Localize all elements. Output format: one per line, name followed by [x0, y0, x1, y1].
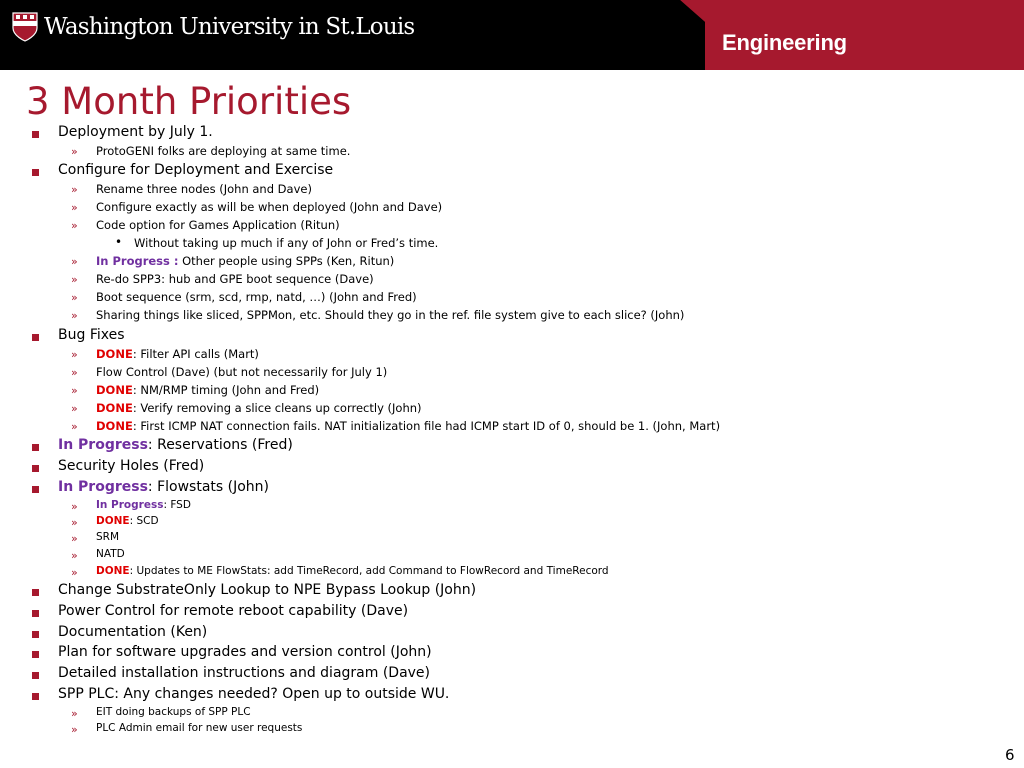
bullet-text: : Reservations (Fred)	[147, 437, 293, 453]
status-done-label: DONE	[96, 565, 130, 577]
bullet-text: : Flowstats (John)	[147, 479, 270, 495]
bullet-chevron-icon: »	[71, 500, 78, 513]
bullet-text: : Updates to ME FlowStats: add TimeRecord, add Command to FlowRecord and TimeRecord	[129, 565, 609, 577]
bullet-item-level1	[58, 624, 207, 640]
status-in-progress-label: In Progress	[96, 499, 164, 511]
bullet-chevron-icon: »	[71, 219, 78, 232]
bullet-item-level2	[96, 182, 312, 196]
bullet-chevron-icon: »	[71, 366, 78, 379]
bullet-dot-icon: •	[115, 235, 123, 249]
bullet-item-level1	[58, 479, 269, 495]
bullet-item-level1	[58, 665, 430, 681]
status-done-label: DONE	[96, 515, 130, 527]
bullet-item-level2	[96, 565, 609, 577]
bullet-text: : NM/RMP timing (John and Fred)	[132, 383, 320, 397]
slide-title: 3 Month Priorities	[26, 80, 352, 123]
status-in-progress-label: In Progress :	[96, 254, 179, 268]
bullet-text: : FSD	[163, 499, 191, 511]
bullet-text: PLC Admin email for new user requests	[96, 722, 303, 734]
bullet-item-level1	[58, 437, 293, 453]
bullet-text: ProtoGENI folks are deploying at same time.	[96, 144, 351, 158]
bullet-item-level2	[96, 347, 259, 361]
bullet-item-level1	[58, 124, 213, 140]
bullet-chevron-icon: »	[71, 291, 78, 304]
bullet-text: NATD	[96, 548, 125, 560]
bullet-chevron-icon: »	[71, 566, 78, 579]
status-in-progress-label: In Progress	[58, 479, 148, 495]
bullet-item-level2	[96, 290, 417, 304]
bullet-item-level2	[96, 200, 442, 214]
bullet-text: Bug Fixes	[58, 327, 125, 343]
bullet-item-level1	[58, 327, 125, 343]
bullet-text: SRM	[96, 531, 120, 543]
bullet-chevron-icon: »	[71, 348, 78, 361]
bullet-square-icon	[32, 672, 39, 679]
bullet-chevron-icon: »	[71, 145, 78, 158]
bullet-text: Sharing things like sliced, SPPMon, etc. Should they go in the ref. file system give to each slice? (John)	[96, 308, 685, 322]
bullet-text: Code option for Games Application (Ritun)	[96, 218, 340, 232]
bullet-chevron-icon: »	[71, 532, 78, 545]
bullet-text: Other people using SPPs (Ken, Ritun)	[178, 254, 395, 268]
bullet-square-icon	[32, 486, 39, 493]
bullet-item-level2	[96, 218, 340, 232]
bullet-square-icon	[32, 693, 39, 700]
bullet-text: Security Holes (Fred)	[58, 458, 205, 474]
bullet-chevron-icon: »	[71, 420, 78, 433]
bullet-item-level1	[58, 458, 204, 474]
bullet-text: Deployment by July 1.	[58, 124, 213, 140]
bullet-item-level1	[58, 162, 333, 178]
bullet-text: : First ICMP NAT connection fails. NAT initialization file had ICMP start ID of 0, should be 1. (John, Mart)	[132, 419, 721, 433]
bullet-item-level2	[96, 548, 125, 560]
bullet-text: EIT doing backups of SPP PLC	[96, 706, 251, 718]
bullet-item-level2	[96, 419, 720, 433]
bullet-item-level2	[96, 722, 302, 734]
bullet-text: : SCD	[129, 515, 159, 527]
bullet-square-icon	[32, 631, 39, 638]
bullet-chevron-icon: »	[71, 201, 78, 214]
bullet-item-level2	[96, 383, 319, 397]
status-done-label: DONE	[96, 419, 133, 433]
bullet-text: Flow Control (Dave) (but not necessarily for July 1)	[96, 365, 388, 379]
bullet-chevron-icon: »	[71, 723, 78, 736]
bullet-text: Boot sequence (srm, scd, rmp, natd, …) (John and Fred)	[96, 290, 417, 304]
bullet-square-icon	[32, 610, 39, 617]
section-label: Engineering	[722, 30, 847, 55]
bullet-item-level2	[96, 365, 387, 379]
bullet-chevron-icon: »	[71, 255, 78, 268]
bullet-square-icon	[32, 465, 39, 472]
bullet-text: Change SubstrateOnly Lookup to NPE Bypass Lookup (John)	[58, 582, 477, 598]
bullet-square-icon	[32, 444, 39, 451]
status-done-label: DONE	[96, 383, 133, 397]
bullet-chevron-icon: »	[71, 516, 78, 529]
bullet-item-level1	[58, 603, 408, 619]
bullet-item-level1	[58, 644, 432, 660]
bullet-text: Without taking up much if any of John or Fred’s time.	[134, 236, 439, 250]
bullet-item-level2	[96, 144, 350, 158]
bullet-text: Documentation (Ken)	[58, 624, 208, 640]
bullet-chevron-icon: »	[71, 707, 78, 720]
bullet-square-icon	[32, 589, 39, 596]
bullet-item-level2	[96, 401, 422, 415]
bullet-text: Power Control for remote reboot capability (Dave)	[58, 603, 409, 619]
page-number: 6	[1005, 746, 1015, 764]
bullet-text: Configure exactly as will be when deployed (John and Dave)	[96, 200, 443, 214]
bullet-chevron-icon: »	[71, 309, 78, 322]
status-done-label: DONE	[96, 347, 133, 361]
bullet-item-level1	[58, 686, 449, 702]
bullet-text: Rename three nodes (John and Dave)	[96, 182, 312, 196]
bullet-item-level2	[96, 706, 251, 718]
bullet-item-level2	[96, 531, 119, 543]
bullet-chevron-icon: »	[71, 402, 78, 415]
bullet-text: Re-do SPP3: hub and GPE boot sequence (Dave)	[96, 272, 374, 286]
bullet-square-icon	[32, 169, 39, 176]
bullet-item-level2	[96, 254, 394, 268]
bullet-text: : Verify removing a slice cleans up correctly (John)	[132, 401, 422, 415]
bullet-item-level2	[96, 308, 684, 322]
bullet-text: Plan for software upgrades and version control (John)	[58, 644, 432, 660]
bullet-text: : Filter API calls (Mart)	[132, 347, 259, 361]
bullet-square-icon	[32, 131, 39, 138]
bullet-item-level2	[96, 515, 159, 527]
bullet-text: Detailed installation instructions and diagram (Dave)	[58, 665, 431, 681]
bullet-item-level2	[96, 499, 191, 511]
university-name: Washington University in St.Louis	[44, 14, 415, 40]
bullet-chevron-icon: »	[71, 384, 78, 397]
bullet-item-level1	[58, 582, 476, 598]
bullet-square-icon	[32, 334, 39, 341]
status-done-label: DONE	[96, 401, 133, 415]
bullet-chevron-icon: »	[71, 273, 78, 286]
bullet-text: Configure for Deployment and Exercise	[58, 162, 334, 178]
bullet-item-level2	[96, 272, 374, 286]
bullet-text: SPP PLC: Any changes needed? Open up to outside WU.	[58, 686, 450, 702]
status-in-progress-label: In Progress	[58, 437, 148, 453]
bullet-square-icon	[32, 651, 39, 658]
bullet-chevron-icon: »	[71, 183, 78, 196]
bullet-chevron-icon: »	[71, 549, 78, 562]
bullet-item-level3	[134, 236, 438, 250]
